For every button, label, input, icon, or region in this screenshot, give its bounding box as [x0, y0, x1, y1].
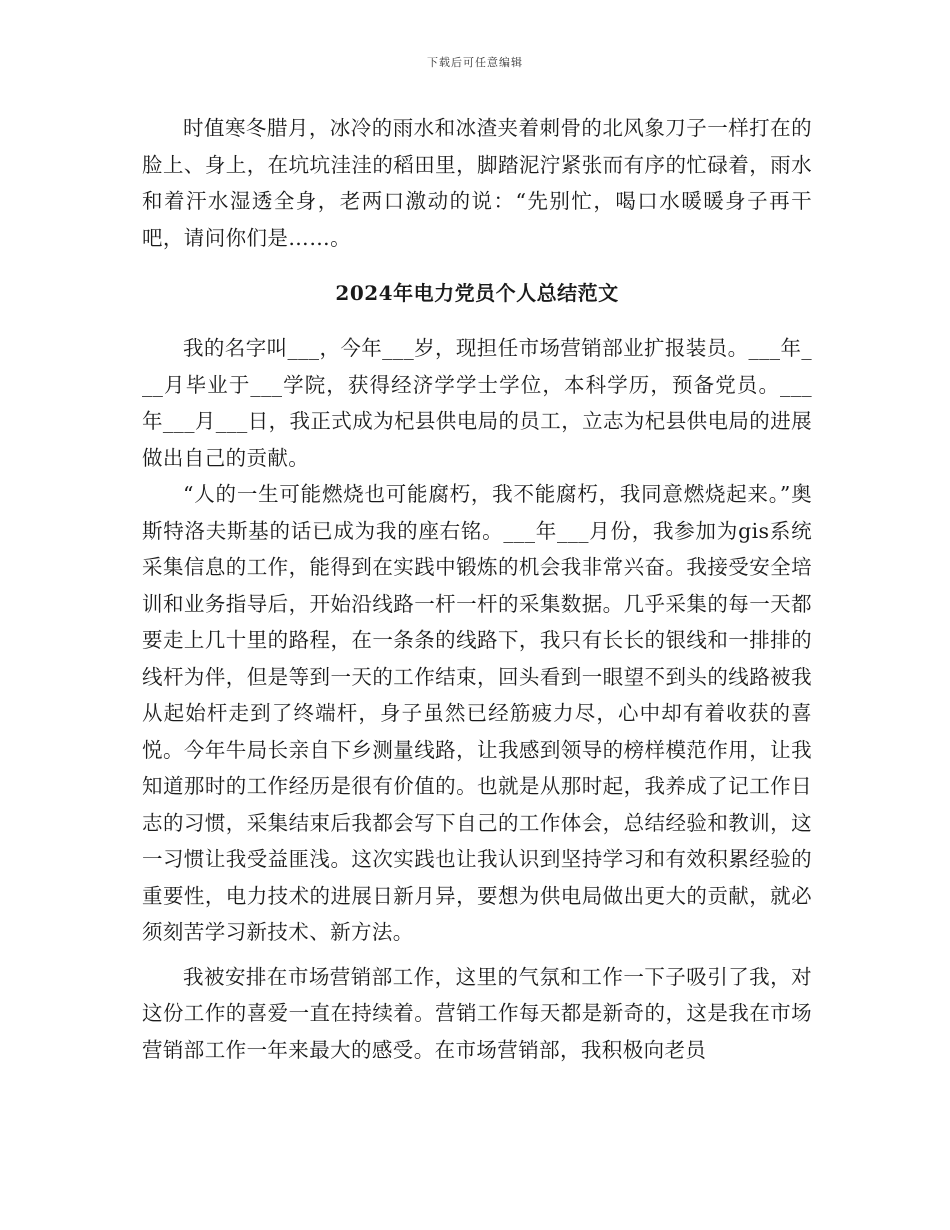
- intro-paragraph: 时值寒冬腊月，冰冷的雨水和冰渣夹着刺骨的北风象刀子一样打在的脸上、身上，在坑坑洼洼的稻田里，脚踏泥泞紧张而有序的忙碌着，雨水和着汗水湿透全身，老两口激动的说：“先别忙，喝口水暖暖身子再干吧，请问你们是……。: [142, 116, 812, 250]
- paragraph-gap: [142, 951, 812, 959]
- paragraph-2: “人的一生可能燃烧也可能腐朽，我不能腐朽，我同意燃烧起来。”奥斯特洛夫斯基的话已成为我的座右铭。___年___月份，我参加为gis系统采集信息的工作，能得到在实践中锻炼的机会我非常兴奋。我接受安全培训和业务指导后，开始沿线路一杆一杆的采集数据。几乎采集的每一天都要走上几十里的路程，在一条条的线路下，我只有长长的银线和一排排的线杆为伴，但是等到一天的工作结束，回头看到一眼望不到头的线路被我从起始杆走到了终端杆，身子虽然已经筋疲力尽，心中却有着收获的喜悦。今年牛局长亲自下乡测量线路，让我感到领导的榜样模范作用，让我知道那时的工作经历是很有价值的。也就是从那时起，我养成了记工作日志的习惯，采集结束后我都会写下自己的工作体会，总结经验和教训，这一习惯让我受益匪浅。这次实践也让我认识到坚持学习和有效积累经验的重要性，电力技术的进展日新月异，要想为供电局做出更大的贡献，就必须刻苦学习新技术、新方法。: [142, 482, 812, 944]
- page-header: 下载后可任意编辑: [427, 56, 523, 69]
- paragraph-3: 我被安排在市场营销部工作，这里的气氛和工作一下子吸引了我，对这份工作的喜爱一直在持续着。营销工作每天都是新奇的，这是我在市场营销部工作一年来最大的感受。在市场营销部，我积极向老员: [142, 964, 812, 1062]
- paragraph-1: 我的名字叫___，今年___岁，现担任市场营销部业扩报装员。___年___月毕业于___学院，获得经济学学士学位，本科学历，预备党员。___年___月___日，我正式成为杞县供电局的员工，立志为杞县供电局的进展做出自己的贡献。: [142, 336, 812, 470]
- document-title: 2024年电力党员个人总结范文: [335, 281, 619, 305]
- document-body: [142, 110, 812, 1068]
